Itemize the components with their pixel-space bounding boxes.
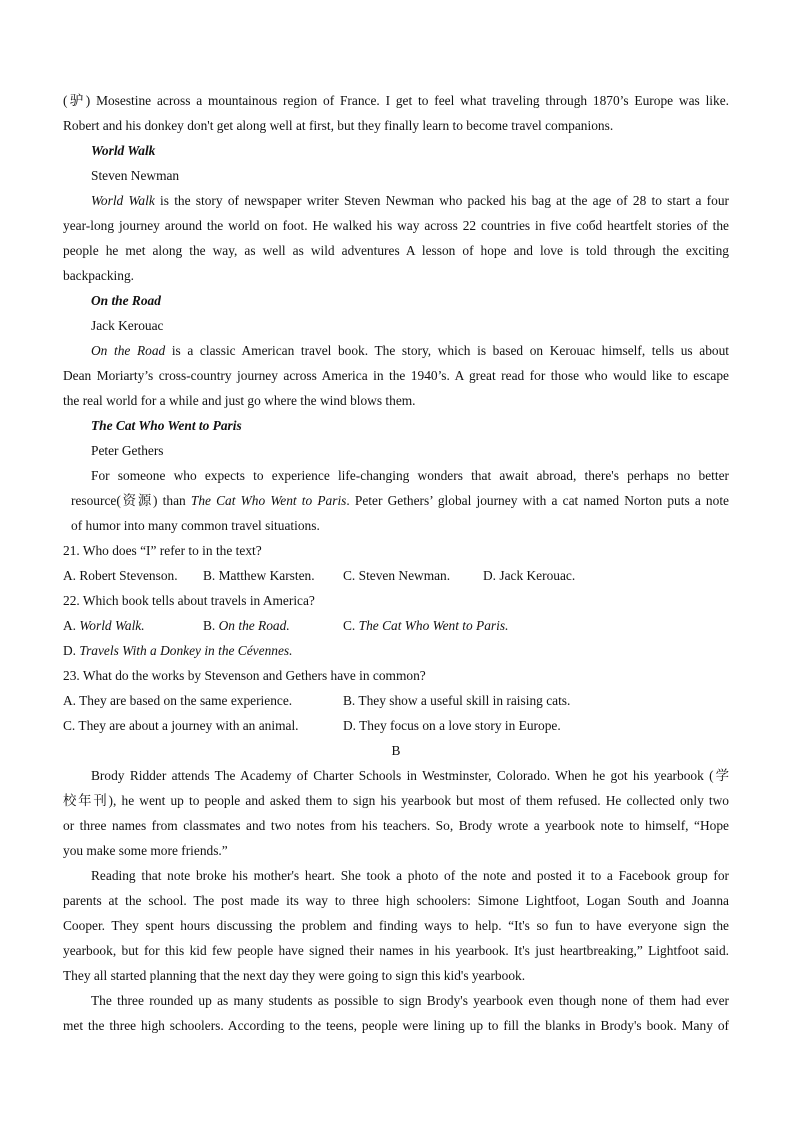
paragraph-line: met the three high schoolers. According to the teens, people were lining up to fill the blanks in Brody's book. Many of [63,1018,729,1033]
option-letter: D. [63,643,80,658]
paragraph-line: The three rounded up as many students as possible to sign Brody's yearbook even though none of them had ever [91,993,729,1008]
book-title-world-walk: World Walk [91,143,156,158]
option-text: Travels With a Donkey in the Cévennes. [79,643,293,658]
book-desc-line [91,338,729,363]
paragraph-line: Cooper. They spent hours discussing the problem and finding ways to help. “It's so fun to have everyone sign the [63,918,729,933]
option-d[interactable]: D. They focus on a love story in Europe. [343,718,561,733]
paragraph-line: you make some more friends.” [63,843,228,858]
option-b[interactable] [203,613,290,638]
question-stem-23: 23. What do the works by Stevenson and Gethers have in common? [63,668,426,683]
option-c[interactable]: C. They are about a journey with an animal. [63,718,299,733]
paragraph-line: Brody Ridder attends The Academy of Charter Schools in Westminster, Colorado. When he got his yearbook (学 [91,768,729,783]
book-desc-text: resource(资源) than [71,493,191,508]
option-d[interactable] [63,638,292,663]
book-desc-title: On the Road [91,343,166,358]
question-options-23-row2 [63,713,729,738]
question-options-21 [63,563,729,588]
intro-line-2: Robert and his donkey don't get along well at first, but they finally learn to become travel companions. [63,118,614,133]
book-desc-line [91,188,729,213]
option-b[interactable]: B. Matthew Karsten. [203,568,315,583]
option-a[interactable]: A. Robert Stevenson. [63,568,178,583]
book-author-kerouac: Jack Kerouac [91,318,164,333]
paragraph-line: Reading that note broke his mother's heart. She took a photo of the note and posted it to a Facebook group for [91,868,729,883]
book-desc-line: people he met along the way, as well as wild adventures A lesson of hope and love is told through the exciting [63,243,729,258]
question-options-22 [63,613,729,638]
question-options-23-row1 [63,688,729,713]
option-c[interactable]: C. Steven Newman. [343,568,451,583]
option-letter: A. [63,618,80,633]
book-desc-line: For someone who expects to experience life-changing wonders that await abroad, there's perhaps no better [91,468,729,483]
book-desc-line: backpacking. [63,268,135,283]
paragraph-line: They all started planning that the next day they were going to sign this kid's yearbook. [63,968,526,983]
book-desc-line: the real world for a while and just go where the wind blows them. [63,393,416,408]
book-title-on-the-road: On the Road [91,293,161,308]
paragraph-line: or three names from classmates and two notes from his teachers. So, Brody wrote a yearbook note to himself, “Hope [63,818,729,833]
option-letter: B. [203,618,219,633]
book-author-newman: Steven Newman [91,168,180,183]
option-text: On the Road. [218,618,290,633]
option-a[interactable] [63,613,145,638]
question-stem-21: 21. Who does “I” refer to in the text? [63,543,262,558]
book-desc-text: is the story of newspaper writer Steven Newman who packed his bag at the age of 28 to start a four [154,193,729,208]
book-desc-line: Dean Moriarty’s cross-country journey across America in the 1940’s. A great read for those who would like to escape [63,368,729,383]
paragraph-line: parents at the school. The post made its way to three high schoolers: Simone Lightfoot, Logan South and Joanna [63,893,729,908]
book-desc-title: The Cat Who Went to Paris [190,493,347,508]
option-b[interactable]: B. They show a useful skill in raising cats. [343,693,571,708]
question-stem-22: 22. Which book tells about travels in America? [63,593,315,608]
option-letter: C. [343,618,359,633]
paragraph-line: yearbook, but for this kid few people have signed their names in his yearbook. It's just heartbreaking,” Lightfoot said. [63,943,729,958]
option-text: The Cat Who Went to Paris. [358,618,509,633]
book-desc-line [71,488,729,513]
option-text: World Walk. [79,618,145,633]
book-author-gethers: Peter Gethers [91,443,164,458]
book-desc-text: . Peter Gethers’ global journey with a cat named Norton puts a note [346,493,729,508]
option-c[interactable] [343,613,508,638]
book-desc-title: World Walk [91,193,155,208]
option-d[interactable]: D. Jack Kerouac. [483,568,576,583]
book-desc-line: year-long journey around the world on foot. He walked his way across 22 countries in five coбd heartfelt stories of the [63,218,729,233]
section-heading-b: B [391,743,401,758]
book-title-cat-paris: The Cat Who Went to Paris [91,418,242,433]
paragraph-line: 校年刊), he went up to people and asked them to sign his yearbook but most of them refused. He collected only two [63,793,729,808]
book-desc-text: is a classic American travel book. The story, which is based on Kerouac himself, tells us about [165,343,729,358]
book-desc-line: of humor into many common travel situations. [71,518,320,533]
option-a[interactable]: A. They are based on the same experience. [63,693,293,708]
intro-line-1: (驴) Mosestine across a mountainous region of France. I get to feel what traveling through 1870’s Europe was like. [63,93,729,108]
